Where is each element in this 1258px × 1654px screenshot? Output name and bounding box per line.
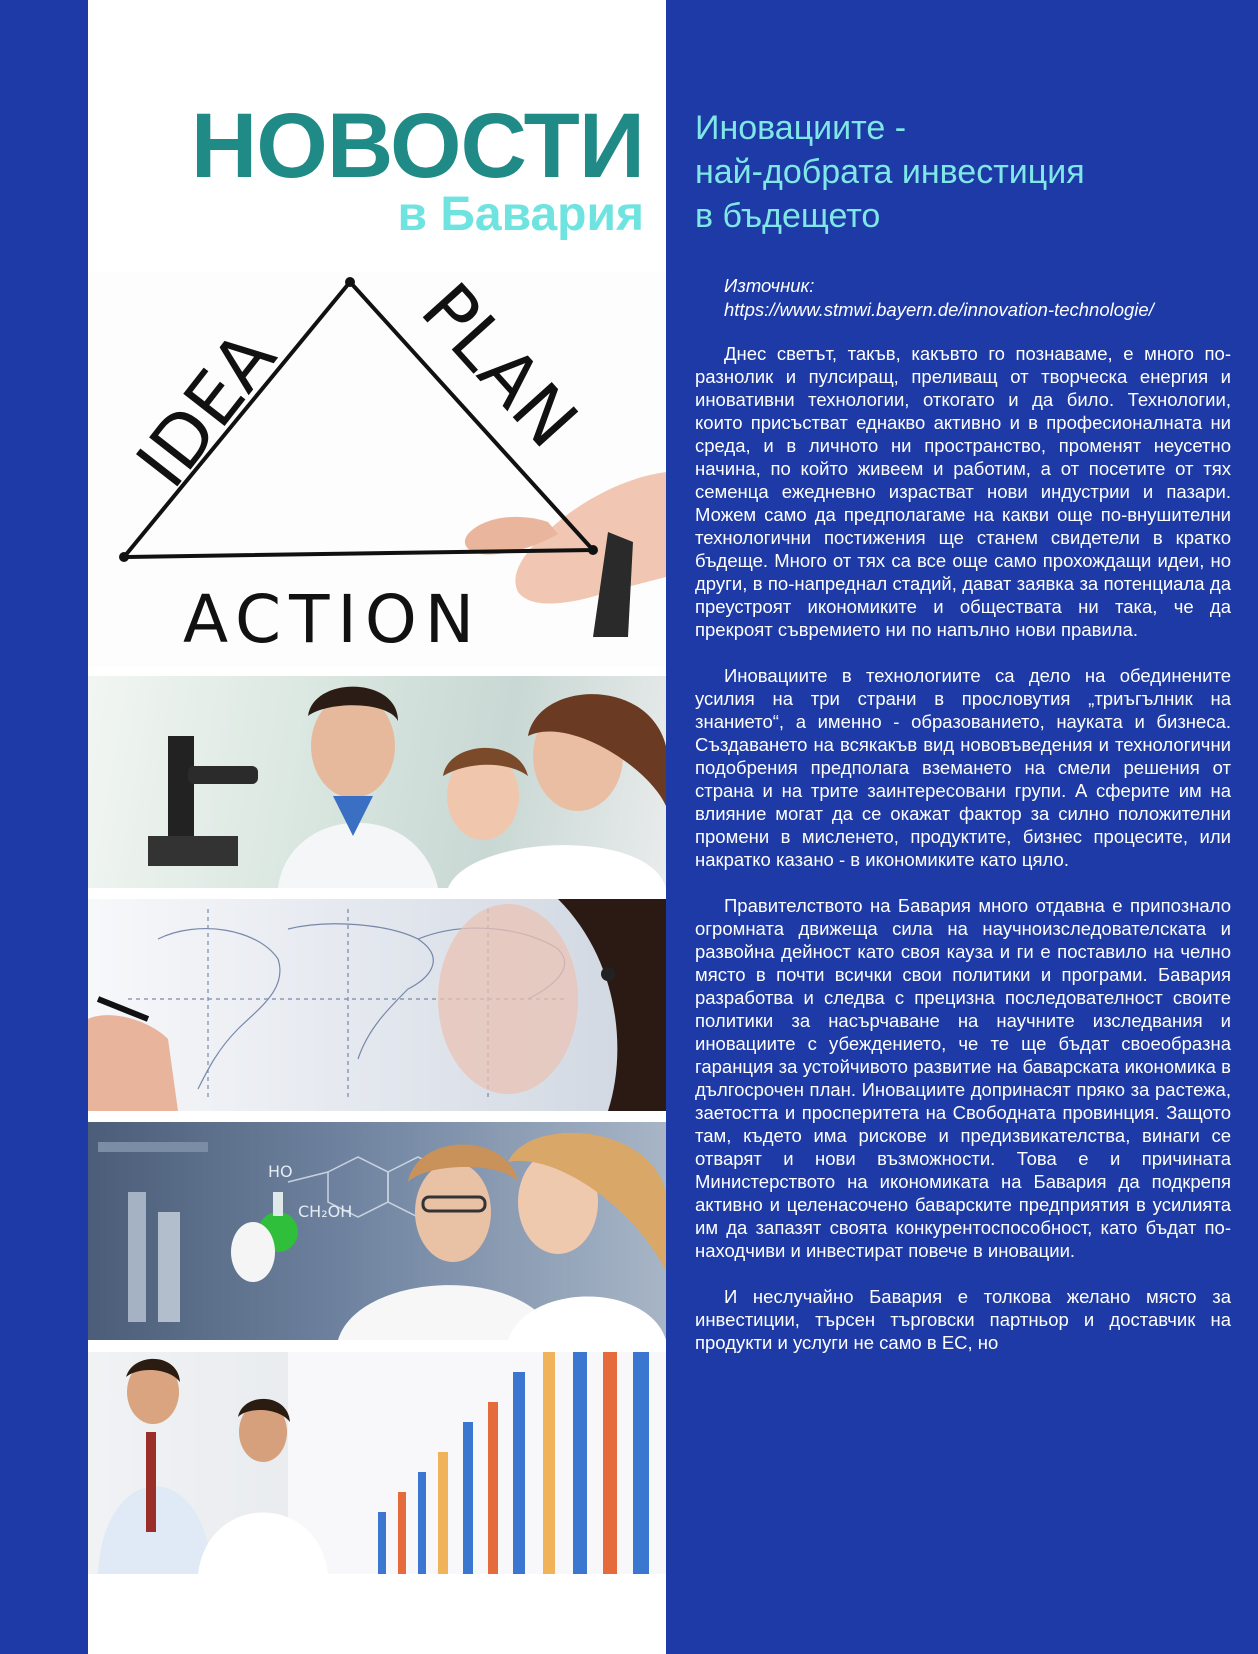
world-map-glass-photo [88,899,666,1111]
source-label: Източник: [724,275,815,296]
source-url: https://www.stmwi.bayern.de/innovation-technologie/ [724,299,1154,320]
article-paragraph-3: Правителството на Бавария много отдавна е припознало огромната движеща сила на научноизследователската и развойна дейност като своя кауза и ги е поставило на челно място в почти всички свои политики и програми. Бавария разработва и следва с прецизна последователност своите политики за насърчаване на научните изследвания и иновациите с убеждението, че те ще бъдат своеобразна гаранция за устойчивото развитие на баварската икономика в дългосрочен план. Иновациите допринасят пряко за растежа, заетостта и просперитета на Свободната провинция. Защото там, където има рискове и предизвикателства, винаги се отварят и нови възможности. Това е и причината Министерството на икономиката на Бавария да подкрепя активно и целенасочено баварските предприятия в усилията им да запазят своята конкурентоспособност, като бъдат по-находчиви и инвестират повече в иновации. [695,895,1231,1261]
idea-plan-action-drawing [88,272,666,667]
action-word: ACTION [183,581,483,658]
article-title-line-3: в бъдещето [695,197,881,235]
plan-word: PLAN [405,272,594,464]
magazine-subtitle: в Бавария [397,188,644,241]
svg-text:HO: HO [268,1162,293,1181]
article-title [695,106,1235,238]
article-body [695,342,1231,1377]
article-paragraph-4: И неслучайно Бавария е толкова желано място за инвестиции, търсен търговски партньор и доставчик на продукти и услуги не само в ЕС, но [695,1286,1231,1353]
idea-plan-action-illustration [88,272,666,667]
article-paragraph-2: Иновациите в технологиите са дело на обединените усилия на три страни в прословутия „триъгълник на знанието“, а именно - образованието, науката и бизнеса. Създаването на всякакъв вид нововъведения и технологични подобрения предполага вземането на смели решения от страна и на трите заинтересовани групи. А сферите им на влияние могат да се окажат фактор за силно положителни промени в мисленето, продуктите, бизнес процесите, или накратко казано - в икономиките като цяло. [695,665,1231,870]
magazine-title: НОВОСТИ [190,95,644,197]
article-title-line-1: Иновациите - [695,109,907,147]
lab-scientists-flask-photo [88,1122,666,1340]
scientists-microscope-photo [88,676,666,888]
left-column [88,0,666,1654]
article-paragraph-1: Днес светът, такъв, какъвто го познаваме, е много по-разнолик и пулсиращ, преливащ от творческа енергия и иновативни технологии, откогато и да било. Технологии, които присъстват еднакво активно и в професионалната ни среда, и в личното ни пространство, променят неусетно начина, по който живеем и работим, а от посетите от тях семенца ежедневно израстват нови индустрии и пазари. Можем само да предполагаме на какви още по-внушителни технологични постижения ще станем свидетели в кратко бъдеще. Много от тях са все още само прохождащи идеи, но други, в по-напреднал стадий, дават заявка за потенциала да преустроят икономиките и обществата ни така, че да прекроят съвремието ни по напълно нови правила. [695,343,1231,640]
left-blue-strip [0,0,88,1654]
right-column [666,0,1258,1654]
idea-word: IDEA [120,315,292,503]
article-source [724,274,1224,322]
business-chart-presentation-photo [88,1352,666,1574]
svg-text:CH₂OH: CH₂OH [298,1202,353,1221]
article-title-line-2: най-добрата инвестиция [695,153,1085,191]
